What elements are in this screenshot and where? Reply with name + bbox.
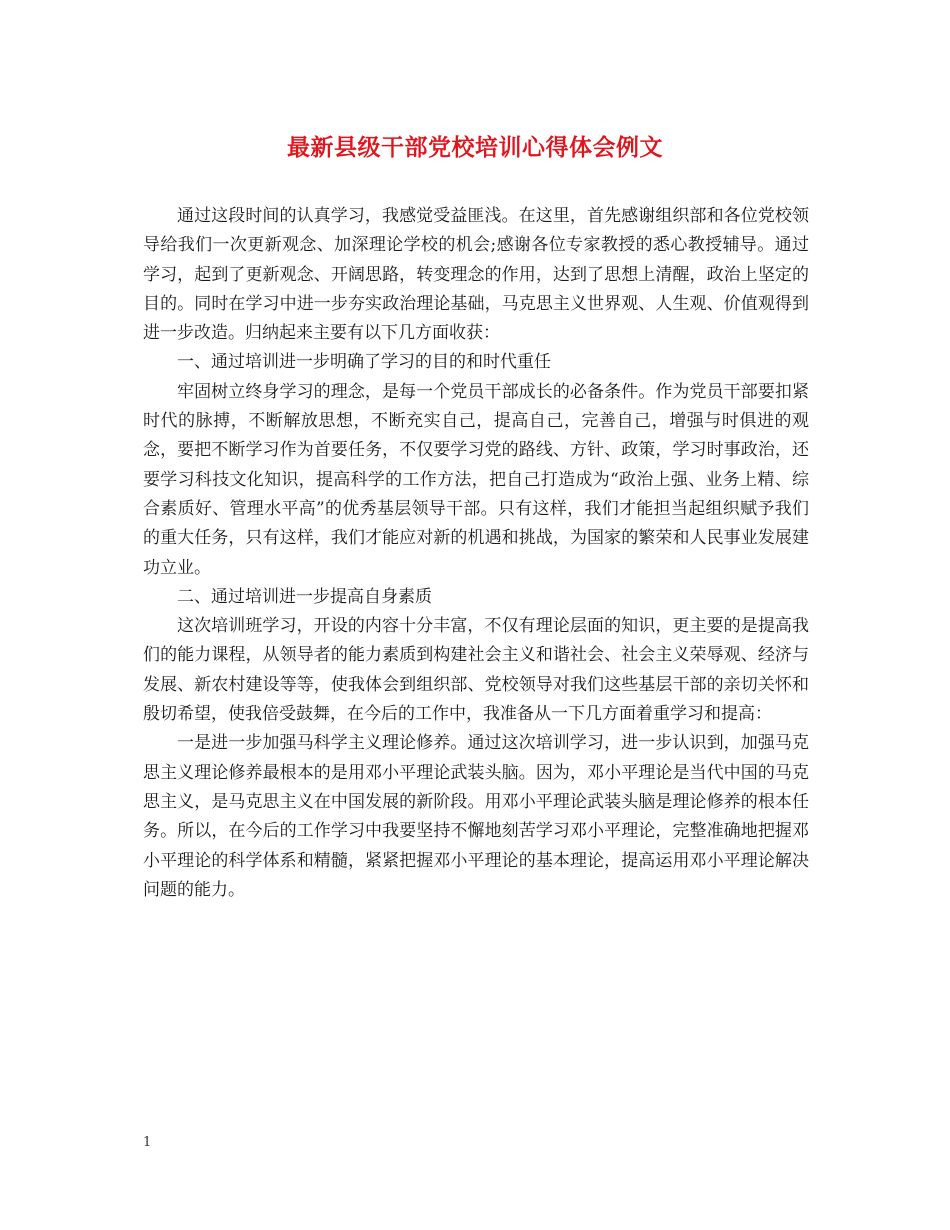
page-number: 1 bbox=[143, 1135, 152, 1150]
section-heading-2: 二、通过培训进一步提高自身素质 bbox=[177, 586, 432, 607]
paragraph-section-2: 这次培训班学习，开设的内容十分丰富，不仅有理论层面的知识，更主要的是提高我们的能力课程，从领导者的能力素质到构建社会主义和谐社会、社会主义荣辱观、经济与发展、新农村建设等等，使我体会到组织部、党校领导对我们这些基层干部的亲切关怀和殷切希望，使我倍受鼓舞，在今后的工作中，我准备从一下几方面着重学习和提高： bbox=[143, 616, 809, 725]
paragraph-section-1: 牢固树立终身学习的理念，是每一个党员干部成长的必备条件。作为党员干部要扣紧时代的脉搏，不断解放思想，不断充实自己，提高自己，完善自己，增强与时俱进的观念，要把不断学习作为首要任务，不仅要学习党的路线、方针、政策，学习时事政治，还要学习科技文化知识，提高科学的工作方法，把自己打造成为“政治上强、业务上精、综合素质好、管理水平高”的优秀基层领导干部。只有这样，我们才能担当起组织赋予我们的重大任务，只有这样，我们才能应对新的机遇和挑战，为国家的繁荣和人民事业发展建功立业。 bbox=[143, 381, 809, 578]
paragraph-point-1: 一是进一步加强马科学主义理论修养。通过这次培训学习，进一步认识到，加强马克思主义理论修养最根本的是用邓小平理论武装头脑。因为，邓小平理论是当代中国的马克思主义，是马克思主义在中国发展的新阶段。用邓小平理论武装头脑是理论修养的根本任务。所以，在今后的工作学习中我要坚持不懈地刻苦学习邓小平理论，完整准确地把握邓小平理论的科学体系和精髓，紧紧把握邓小平理论的基本理论，提高运用邓小平理论解决问题的能力。 bbox=[143, 733, 809, 900]
document-title: 最新县级干部党校培训心得体会例文 bbox=[287, 134, 663, 161]
document-body bbox=[143, 202, 809, 905]
section-heading-1: 一、通过培训进一步明确了学习的目的和时代重任 bbox=[177, 352, 551, 373]
paragraph-intro: 通过这段时间的认真学习，我感觉受益匪浅。在这里，首先感谢组织部和各位党校领导给我们一次更新观念、加深理论学校的机会;感谢各位专家教授的悉心教授辅导。通过学习，起到了更新观念、开阔思路，转变理念的作用，达到了思想上清醒，政治上坚定的目的。同时在学习中进一步夯实政治理论基础，马克思主义世界观、人生观、价值观得到进一步改造。归纳起来主要有以下几方面收获： bbox=[143, 206, 809, 344]
